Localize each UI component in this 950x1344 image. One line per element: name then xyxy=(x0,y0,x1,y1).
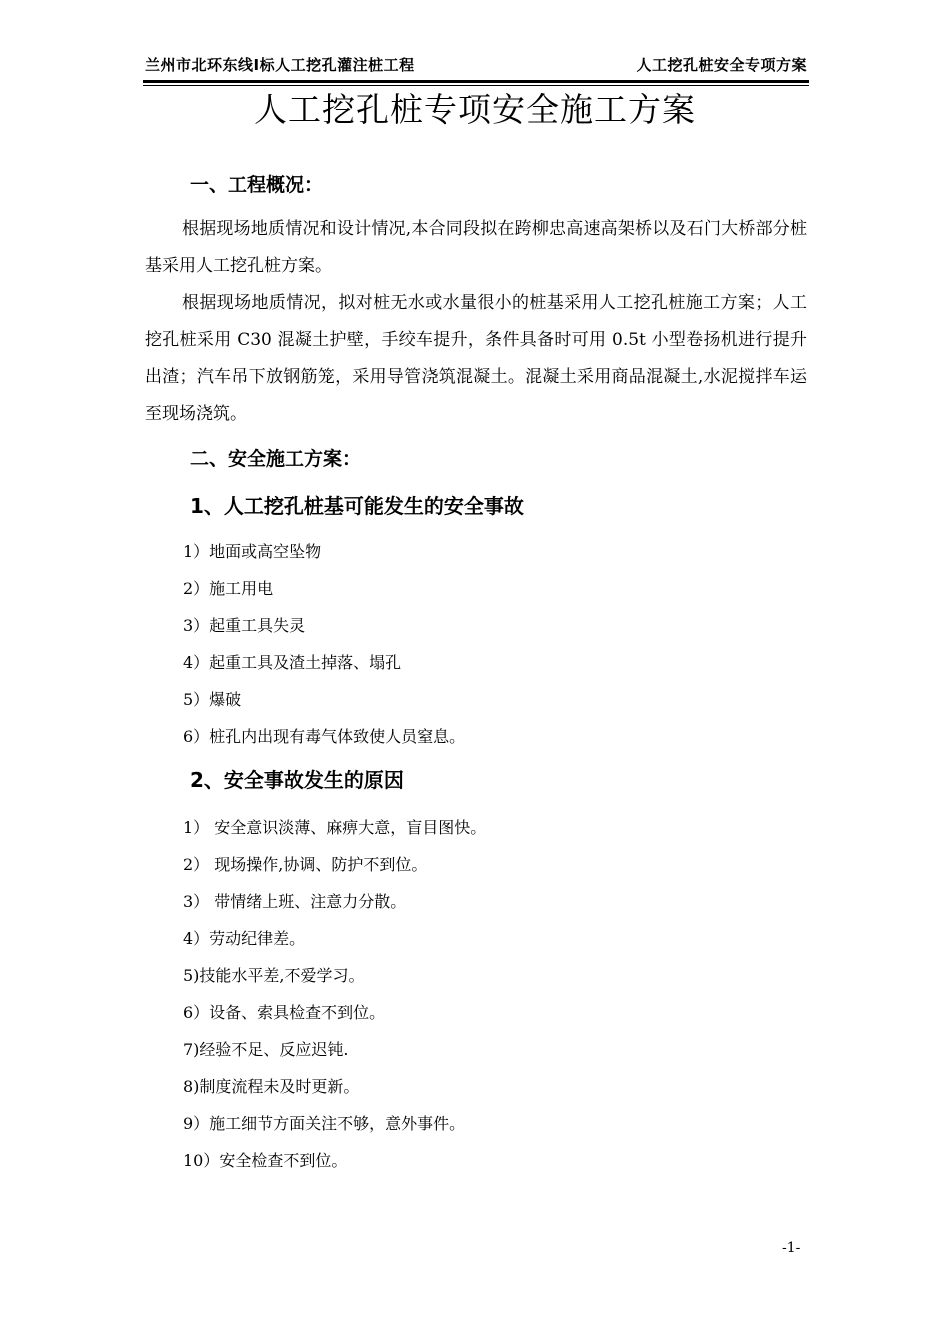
list-item: 2） 现场操作,协调、防护不到位。 xyxy=(183,855,428,874)
list-item: 8)制度流程未及时更新。 xyxy=(183,1077,360,1096)
list-item: 6）设备、索具检查不到位。 xyxy=(183,1003,386,1022)
list-item: 4）起重工具及渣土掉落、塌孔 xyxy=(183,653,402,672)
document-title: 人工挖孔桩专项安全施工方案 xyxy=(254,90,696,129)
list-item: 5)技能水平差,不爱学习。 xyxy=(183,966,365,985)
section-heading-safety-plan: 二、安全施工方案： xyxy=(190,448,362,470)
header-document-name: 人工挖孔桩安全专项方案 xyxy=(636,56,807,74)
list-item: 9）施工细节方面关注不够，意外事件。 xyxy=(183,1114,466,1133)
header-project-name: 兰州市北环东线Ⅰ标人工挖孔灌注桩工程 xyxy=(145,56,415,74)
list-item: 3）起重工具失灵 xyxy=(183,616,306,635)
subsection-heading-accident-causes: 2、安全事故发生的原因 xyxy=(190,768,404,792)
page-header xyxy=(145,54,807,78)
header-divider-thin xyxy=(143,85,809,86)
header-divider-thick xyxy=(143,80,809,83)
overview-paragraph-2: 根据现场地质情况，拟对桩无水或水量很小的桩基采用人工挖孔桩施工方案；人工挖孔桩采用 C30 混凝土护壁，手绞车提升，条件具备时可用 0.5t 小型卷扬机进行提升出渣；汽车吊下放钢筋笼，采用导管浇筑混凝土。混凝土采用商品混凝土,水泥搅拌车运至现场浇筑。 xyxy=(145,293,807,424)
overview-paragraph-1: 根据现场地质情况和设计情况,本合同段拟在跨柳忠高速高架桥以及石门大桥部分桩基采用人工挖孔桩方案。 xyxy=(145,219,807,276)
list-item: 2）施工用电 xyxy=(183,579,274,598)
possible-accidents-list xyxy=(183,533,465,755)
page-number: -1- xyxy=(782,1240,801,1256)
list-item: 6）桩孔内出现有毒气体致使人员窒息。 xyxy=(183,727,466,746)
list-item: 4）劳动纪律差。 xyxy=(183,929,306,948)
list-item: 5）爆破 xyxy=(183,690,242,709)
list-item: 3） 带情绪上班、注意力分散。 xyxy=(183,892,407,911)
list-item: 10）安全检查不到位。 xyxy=(183,1151,348,1170)
subsection-heading-possible-accidents: 1、人工挖孔桩基可能发生的安全事故 xyxy=(190,494,524,518)
accident-causes-list xyxy=(183,809,486,1179)
list-item: 1）地面或高空坠物 xyxy=(183,542,322,561)
list-item: 1） 安全意识淡薄、麻痹大意，盲目图快。 xyxy=(183,818,487,837)
list-item: 7)经验不足、反应迟钝. xyxy=(183,1040,349,1059)
section-heading-overview: 一、工程概况： xyxy=(190,174,324,196)
